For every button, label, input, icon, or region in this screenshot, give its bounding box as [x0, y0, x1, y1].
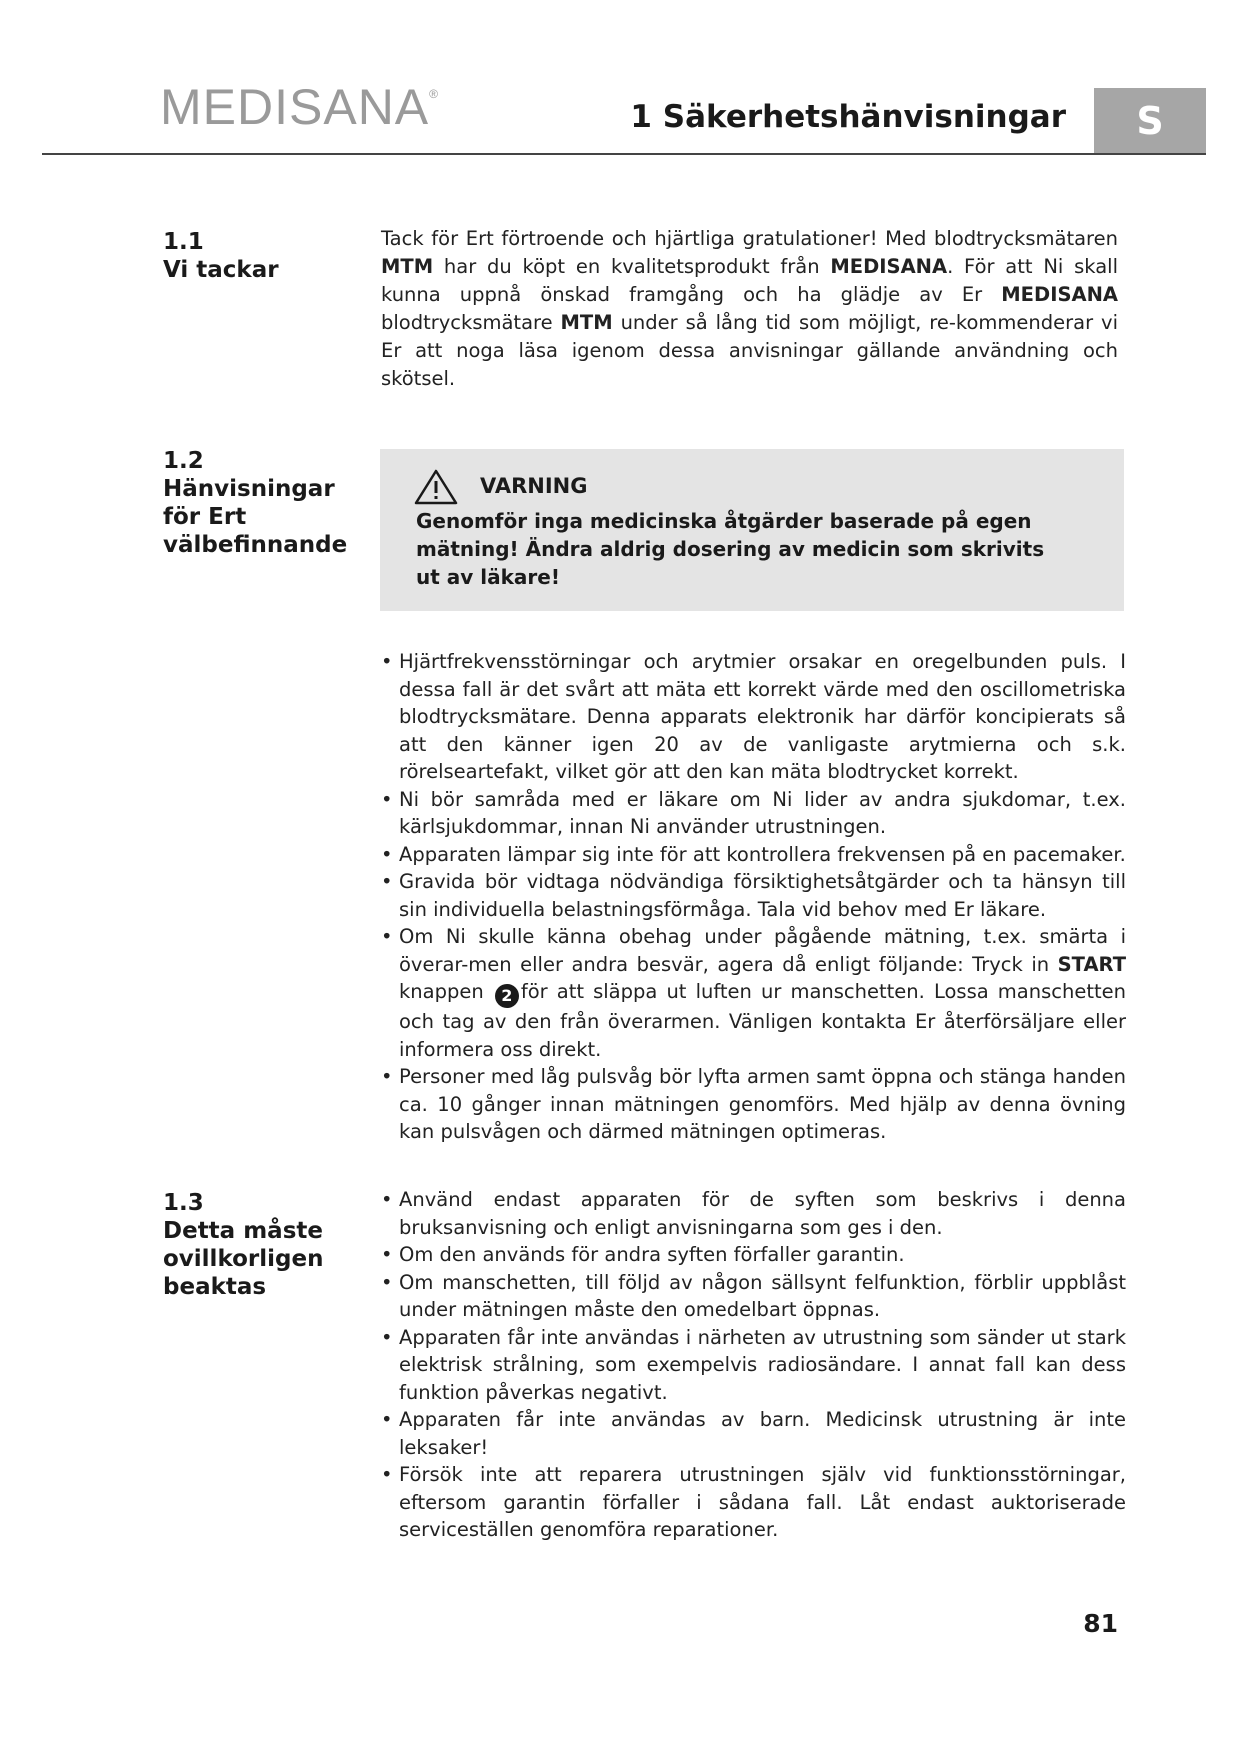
thank-you-paragraph: [381, 225, 1118, 393]
language-tab: S: [1094, 88, 1206, 154]
section-title-line: ovillkorligen: [163, 1246, 324, 1272]
must-observe-bullet-list: [381, 1186, 1126, 1544]
list-item: • Apparaten får inte användas i närheten av utrustning som sänder ut stark elektrisk strålning, som exempelvis radiosändare. I annat fall kan dess funktion påverkas negativt.: [381, 1324, 1126, 1407]
list-item: [381, 923, 1126, 1063]
product-name: MTM: [560, 311, 613, 334]
page-number: 81: [1083, 1609, 1118, 1638]
section-1-3-heading: [163, 1189, 323, 1301]
list-item: • Apparaten lämpar sig inte för att kontrollera frekvensen på en pacemaker.: [381, 841, 1126, 869]
chapter-title: 1 Säkerhetshänvisningar: [630, 99, 1066, 135]
list-item: • Försök inte att reparera utrustningen själv vid funktionsstörningar, eftersom garantin förfaller i sådana fall. Låt endast auktoriserade serviceställen genomföra reparationer.: [381, 1461, 1126, 1544]
list-item: • Gravida bör vidtaga nödvändiga försiktighetsåtgärder och ta hänsyn till sin individuella belastningsförmåga. Tala vid behov med Er läkare.: [381, 868, 1126, 923]
header-divider: [42, 153, 1206, 155]
section-1-2-heading: [163, 447, 347, 559]
text-run: har du köpt en kvalitetsprodukt från: [433, 255, 831, 278]
text-run: blodtrycksmätare: [381, 311, 561, 334]
section-title-line: Hänvisningar: [163, 476, 335, 502]
section-title: Vi tackar: [163, 257, 279, 283]
section-title-line: beaktas: [163, 1274, 267, 1300]
section-number: 1.3: [163, 1190, 204, 1216]
logo-text: MEDISANA: [160, 79, 430, 135]
section-title-line: välbefinnande: [163, 532, 348, 558]
medisana-logo: [160, 79, 440, 135]
list-item: • Personer med låg pulsvåg bör lyfta armen samt öppna och stänga handen ca. 10 gånger innan mätningen genomförs. Med hjälp av denna övning kan pulsvågen och därmed mätningen optimeras.: [381, 1063, 1126, 1146]
warning-text: Genomför inga medicinska åtgärder baserade på egen mätning! Ändra aldrig dosering av medicin som skrivits ut av läkare!: [416, 509, 1045, 589]
text-run: . För att Ni skall kunna uppnå önskad framgång och ha glädje av Er: [381, 255, 1118, 306]
list-item: • Ni bör samråda med er läkare om Ni lider av andra sjukdomar, t.ex. kärlsjukdommar, innan Ni använder utrustningen.: [381, 786, 1126, 841]
callout-number-badge: 2: [495, 984, 519, 1008]
text-run: Tack för Ert förtroende och hjärtliga gratulationer! Med blodtrycksmätaren: [381, 227, 1118, 250]
start-label: START: [1057, 952, 1126, 976]
text-run: knappen: [399, 980, 493, 1003]
brand-name: MEDISANA: [830, 255, 948, 278]
warning-triangle-icon: [414, 469, 458, 505]
wellbeing-bullet-list: [381, 648, 1126, 1146]
section-title-line: för Ert: [163, 504, 247, 530]
warning-box: [380, 449, 1124, 611]
list-item: • Använd endast apparaten för de syften som beskrivs i denna bruksanvisning och enligt anvisningarna som ges i den.: [381, 1186, 1126, 1241]
section-number: 1.1: [163, 229, 204, 255]
brand-name: MEDISANA: [1001, 283, 1118, 306]
section-title-line: Detta måste: [163, 1218, 323, 1244]
text-run: under så lång tid som möjligt, re-kommenderar vi Er att noga läsa igenom dessa anvisningar gällande användning och skötsel.: [381, 311, 1119, 390]
section-1-1-heading: [163, 228, 279, 284]
list-item: • Om den används för andra syften förfaller garantin.: [381, 1241, 1126, 1269]
text-run: för att släppa ut luften ur manschetten. Lossa manschetten och tag av den från överarmen. Vänligen kontakta Er återförsäljare eller informera oss direkt.: [399, 980, 1126, 1061]
product-name: MTM: [381, 255, 434, 278]
list-item: • Hjärtfrekvensstörningar och arytmier orsakar en oregelbunden puls. I dessa fall är det svårt att mäta ett korrekt värde med den oscillometriska blodtrycksmätare. Denna apparats elektronik har därför koncipierats så att den känner igen 20 av de vanligaste arytmierna och s.k. rörelseartefakt, vilket gör att den kan mäta blodtrycket korrekt.: [381, 648, 1126, 786]
text-run: Om Ni skulle känna obehag under pågående mätning, t.ex. smärta i överar-men eller andra besvär, agera då enligt följande: Tryck in: [399, 925, 1126, 976]
registered-mark: ®: [429, 87, 440, 101]
warning-label: VARNING: [480, 474, 588, 498]
section-number: 1.2: [163, 448, 204, 474]
list-item: • Om manschetten, till följd av någon sällsynt felfunktion, förblir uppblåst under mätningen måste den omedelbart öppnas.: [381, 1269, 1126, 1324]
list-item: • Apparaten får inte användas av barn. Medicinsk utrustning är inte leksaker!: [381, 1406, 1126, 1461]
